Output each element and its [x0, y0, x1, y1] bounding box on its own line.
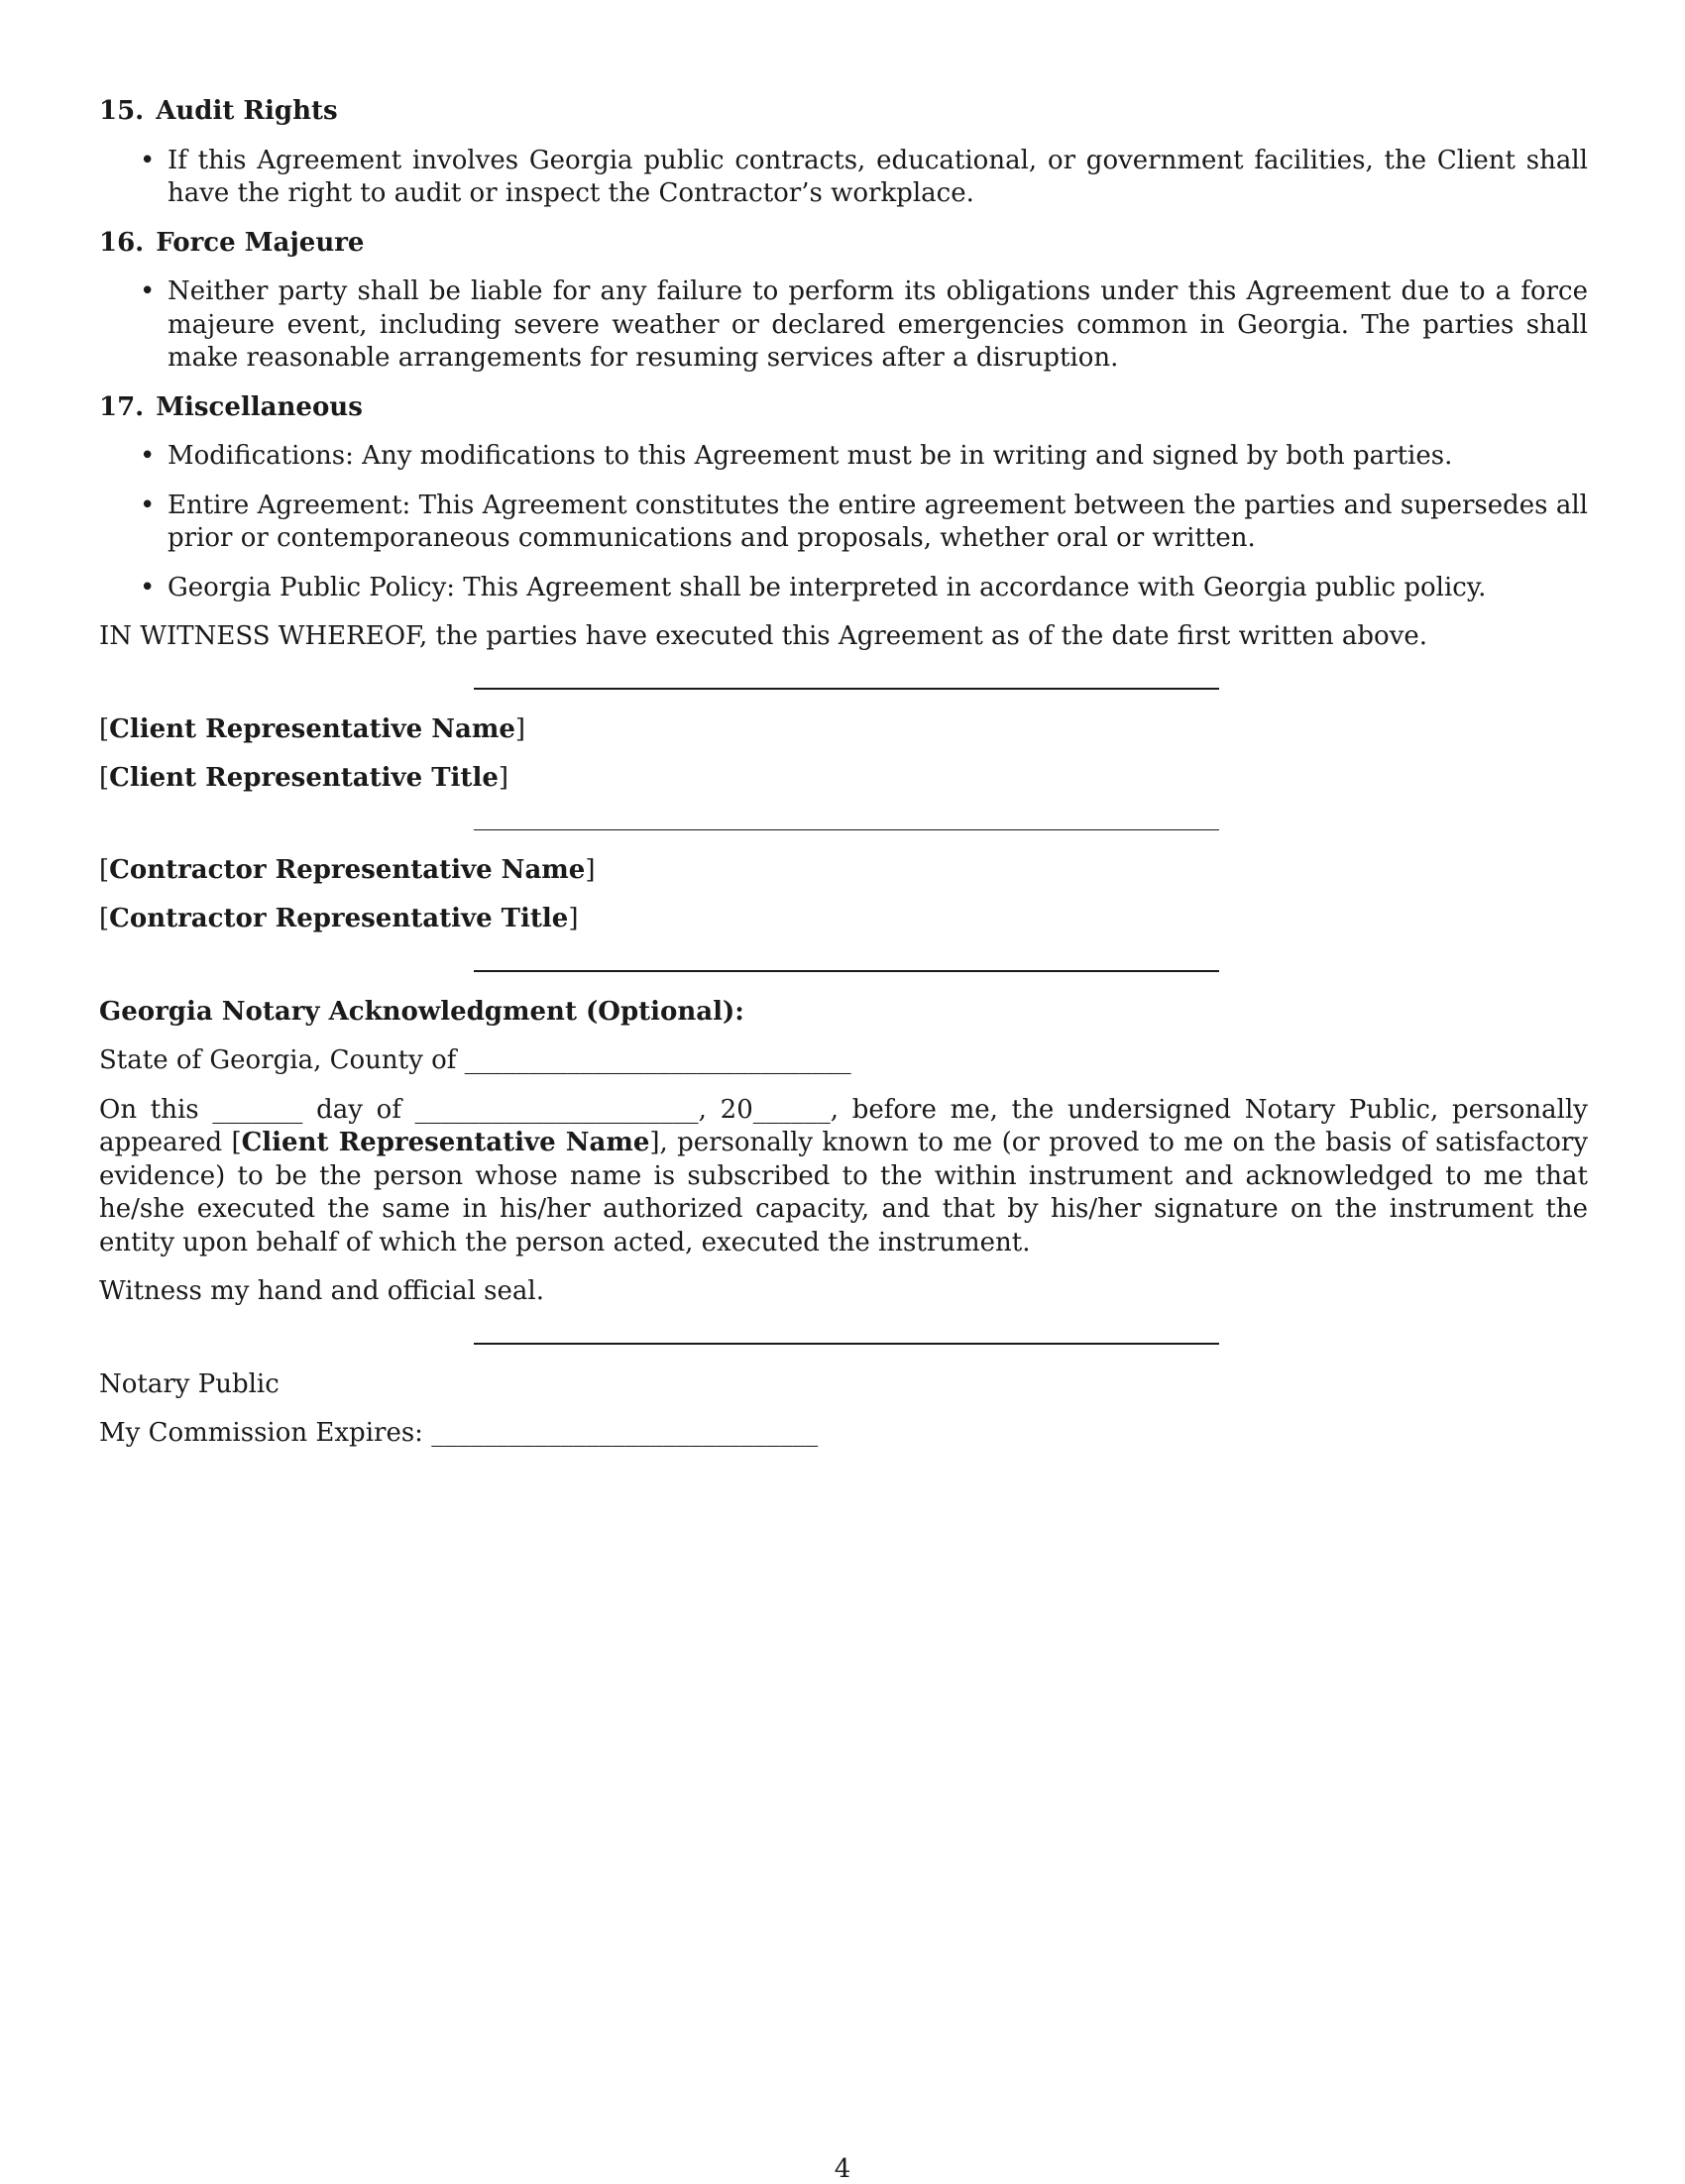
- notary-acknowledgment: On this _______ day of ______________________, 20______, before me, the undersigned Notary Public, personally appeared [Client Representative Name], personally known to me (or proved to me on the basis of satisfactory evidence) to be the person whose name is subscribed to the within instrument and acknowledged to me that he/she executed the same in his/her authorized capacity, and that by his/her signature on the instrument the entity upon behalf of which the person acted, executed the instrument.: [99, 1094, 1589, 1257]
- notary-commission-line: My Commission Expires: ______________________________: [99, 1418, 819, 1448]
- section-heading-miscellaneous: [99, 391, 1588, 425]
- ack-text-part1: On this _______ day of ______________________, 20______, before me, the undersigned Notary Public, personally appeared: [99, 1094, 1588, 1157]
- contractor-title-placeholder: Contractor Representative Title: [109, 904, 569, 933]
- client-representative-title: [Client Representative Title]: [99, 763, 509, 793]
- page-number: 4: [834, 2154, 851, 2184]
- notary-county-line: State of Georgia, County of ______________________________: [99, 1045, 851, 1075]
- section-title: Audit Rights: [156, 96, 338, 126]
- notary-signature-line: [474, 1343, 1219, 1345]
- section-title: Force Majeure: [156, 227, 365, 258]
- client-title-placeholder: Client Representative Title: [109, 763, 499, 793]
- section-number: 15.: [99, 96, 145, 126]
- section-number: 17.: [99, 391, 145, 422]
- section-heading-force-majeure: [99, 227, 1588, 261]
- section-items-audit-rights: [99, 145, 1588, 211]
- contractor-name-placeholder: Contractor Representative Name: [109, 854, 586, 885]
- ack-text-part2: , personally known to me (or proved to me on the basis of satisfactory evidence) to be the person whose name is subscribed to the within instrument and acknowledged to me that he/she executed the same in his/her authorized capacity, and that by his/her signature on the instrument the entity upon behalf of which the person acted, executed the instrument.: [99, 1128, 1589, 1257]
- section-title: Miscellaneous: [156, 391, 363, 422]
- spacer: [99, 812, 1588, 829]
- spacer: [99, 1325, 1588, 1343]
- list-item: • Georgia Public Policy: This Agreement shall be interpreted in accordance with Georgia public policy.: [99, 572, 1588, 605]
- contractor-representative-name: [Contractor Representative Name]: [99, 854, 596, 885]
- notary-public-label: Notary Public: [99, 1368, 280, 1399]
- client-signature-line: [474, 688, 1219, 690]
- client-name-placeholder: Client Representative Name: [109, 713, 515, 744]
- list-item: • Neither party shall be liable for any failure to perform its obligations under this Agreement due to a force majeure event, including severe weather or declared emergencies common in Georgia. The parties shall make reasonable arrangements for resuming services after a disruption.: [99, 275, 1588, 376]
- witness-clause: IN WITNESS WHEREOF, the parties have executed this Agreement as of the date first written above.: [99, 621, 1428, 651]
- contractor-representative-title: [Contractor Representative Title]: [99, 904, 579, 933]
- document-page: [99, 95, 1588, 1467]
- ack-client-name: Client Representative Name: [241, 1128, 650, 1157]
- section-heading-audit-rights: [99, 95, 1588, 129]
- spacer: [99, 670, 1588, 688]
- notary-separator-line: [474, 970, 1219, 972]
- notary-heading: Georgia Notary Acknowledgment (Optional):: [99, 996, 744, 1027]
- section-items-force-majeure: [99, 275, 1588, 376]
- contractor-signature-line: [474, 829, 1219, 830]
- spacer: [99, 952, 1588, 970]
- client-representative-name: [Client Representative Name]: [99, 713, 526, 744]
- notary-witness-line: Witness my hand and official seal.: [99, 1276, 544, 1306]
- list-item: • Modifications: Any modifications to this Agreement must be in writing and signed by both parties.: [99, 440, 1588, 474]
- section-items-miscellaneous: [99, 440, 1588, 604]
- list-item: • If this Agreement involves Georgia public contracts, educational, or government facilities, the Client shall have the right to audit or inspect the Contractor’s workplace.: [99, 145, 1588, 211]
- list-item: • Entire Agreement: This Agreement constitutes the entire agreement between the parties and supersedes all prior or contemporaneous communications and proposals, whether oral or written.: [99, 490, 1588, 556]
- section-number: 16.: [99, 227, 145, 258]
